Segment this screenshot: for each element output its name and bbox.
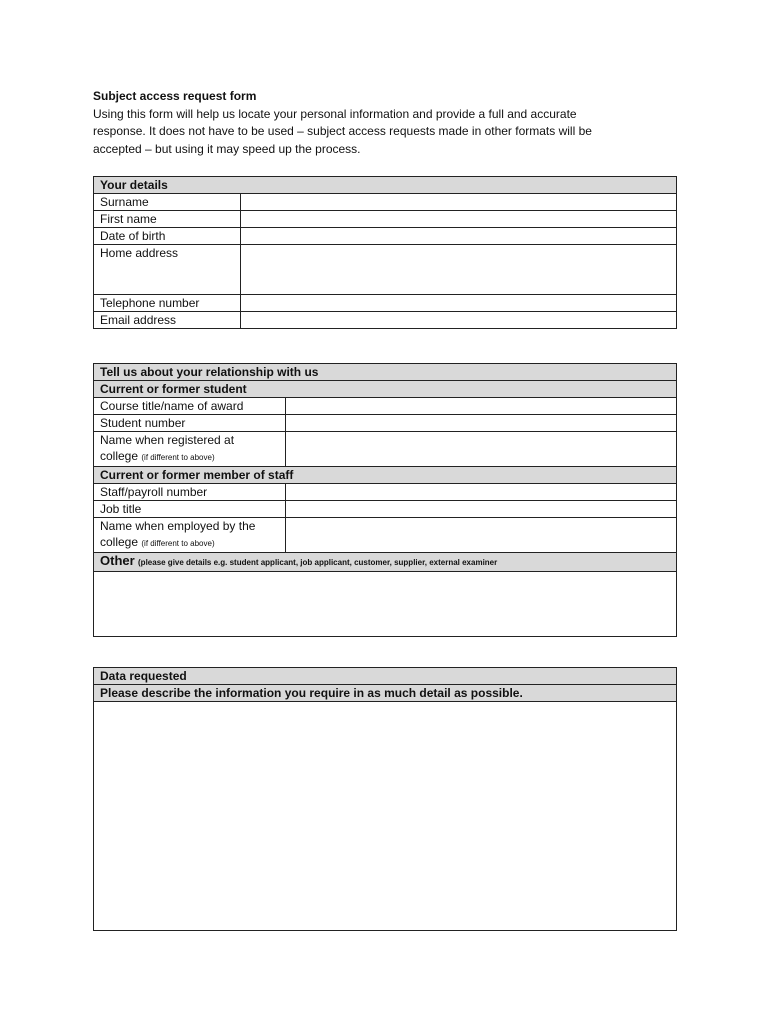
course-title-field[interactable] (286, 398, 677, 415)
employed-name-label (94, 518, 286, 553)
intro-line-2: response. It does not have to be used – subject access requests made in other formats will be (93, 124, 592, 138)
surname-label: Surname (94, 194, 241, 211)
payroll-number-field[interactable] (286, 484, 677, 501)
telephone-label: Telephone number (94, 295, 241, 312)
data-requested-table (93, 667, 677, 931)
job-title-field[interactable] (286, 501, 677, 518)
student-header: Current or former student (94, 381, 677, 398)
relationship-table (93, 363, 677, 637)
first-name-label: First name (94, 211, 241, 228)
intro-line-1: Using this form will help us locate your personal information and provide a full and accurate (93, 106, 577, 121)
form-title: Subject access request form (93, 89, 257, 103)
date-of-birth-label: Date of birth (94, 228, 241, 245)
telephone-field[interactable] (241, 295, 677, 312)
registered-name-note: (if different to above) (141, 453, 215, 462)
intro-line-3: accepted – but using it may speed up the process. (93, 141, 361, 156)
staff-header: Current or former member of staff (94, 467, 677, 484)
student-number-label: Student number (94, 415, 286, 432)
course-title-label: Course title/name of award (94, 398, 286, 415)
employed-name-line1: Name when employed by the (100, 519, 256, 533)
data-requested-subheader: Please describe the information you require in as much detail as possible. (94, 685, 677, 702)
registered-name-label (94, 432, 286, 467)
surname-field[interactable] (241, 194, 677, 211)
registered-name-line2: college (if different to above) (100, 449, 215, 463)
employed-name-line2: college (if different to above) (100, 535, 215, 549)
other-details-field[interactable] (94, 572, 677, 637)
other-label: Other (100, 553, 135, 568)
intro-section (93, 88, 693, 158)
employed-name-note: (if different to above) (141, 539, 215, 548)
email-label: Email address (94, 312, 241, 329)
registered-name-line1: Name when registered at (100, 433, 235, 447)
your-details-table (93, 176, 677, 329)
your-details-header: Your details (94, 177, 677, 194)
employed-name-field[interactable] (286, 518, 677, 553)
email-field[interactable] (241, 312, 677, 329)
payroll-number-label: Staff/payroll number (94, 484, 286, 501)
other-note: (please give details e.g. student applicant, job applicant, customer, supplier, external examiner (138, 558, 498, 567)
registered-name-field[interactable] (286, 432, 677, 467)
relationship-header: Tell us about your relationship with us (94, 364, 677, 381)
data-requested-header: Data requested (94, 668, 677, 685)
job-title-label: Job title (94, 501, 286, 518)
data-requested-field[interactable] (94, 702, 677, 931)
date-of-birth-field[interactable] (241, 228, 677, 245)
home-address-field[interactable] (241, 245, 677, 295)
home-address-label: Home address (94, 245, 241, 295)
student-number-field[interactable] (286, 415, 677, 432)
other-header (94, 553, 677, 572)
first-name-field[interactable] (241, 211, 677, 228)
